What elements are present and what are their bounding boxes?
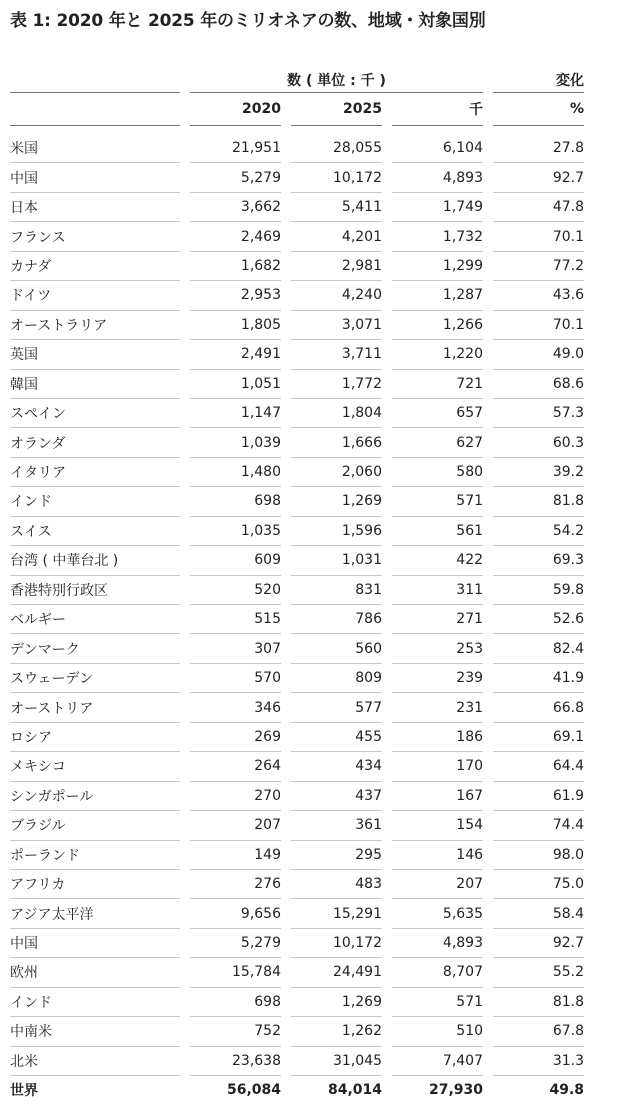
- table-row: [10, 840, 584, 869]
- table-row: [10, 369, 584, 398]
- cell-2025: 10,172: [291, 163, 382, 192]
- cell-2020: 3,662: [190, 192, 281, 221]
- cell-change-pct: 55.2: [493, 958, 584, 987]
- cell-change-pct: 92.7: [493, 163, 584, 192]
- cell-change-pct: 92.7: [493, 928, 584, 957]
- cell-change-k: 721: [392, 369, 483, 398]
- table-row: [10, 575, 584, 604]
- table-row: [10, 310, 584, 339]
- row-label: アフリカ: [10, 869, 180, 898]
- row-label: オーストラリア: [10, 310, 180, 339]
- cell-change-k: 239: [392, 663, 483, 692]
- header-col-change-pct: %: [493, 93, 584, 126]
- table-row: [10, 781, 584, 810]
- cell-2020: 520: [190, 575, 281, 604]
- row-label: オーストリア: [10, 693, 180, 722]
- cell-2020: 1,035: [190, 516, 281, 545]
- cell-change-k: 4,893: [392, 928, 483, 957]
- cell-2025: 24,491: [291, 958, 382, 987]
- row-label: イタリア: [10, 457, 180, 486]
- header-label-rule: [10, 68, 180, 93]
- table-row: [10, 693, 584, 722]
- cell-change-k: 311: [392, 575, 483, 604]
- row-label: オランダ: [10, 428, 180, 457]
- cell-2025: 455: [291, 722, 382, 751]
- cell-2020: 698: [190, 487, 281, 516]
- cell-change-pct: 47.8: [493, 192, 584, 221]
- cell-change-pct: 70.1: [493, 310, 584, 339]
- cell-change-k: 6,104: [392, 134, 483, 163]
- cell-2020: 698: [190, 987, 281, 1016]
- cell-change-pct: 49.8: [549, 1082, 585, 1099]
- cell-2025: 4,201: [291, 222, 382, 251]
- cell-2020: 2,491: [190, 340, 281, 369]
- header-column-row: [10, 93, 584, 126]
- cell-2025: 361: [291, 811, 382, 840]
- table-title: 表 1: 2020 年と 2025 年のミリオネアの数、地域・対象国別: [10, 11, 486, 31]
- row-label: ブラジル: [10, 811, 180, 840]
- table-row: [10, 958, 584, 987]
- cell-change-k: 5,635: [392, 899, 483, 928]
- table-row: [10, 1076, 584, 1105]
- cell-2020: 1,805: [190, 310, 281, 339]
- cell-2020: 269: [190, 722, 281, 751]
- table-row: [10, 1017, 584, 1046]
- row-label: デンマーク: [10, 634, 180, 663]
- row-label: インド: [10, 487, 180, 516]
- cell-2025: 1,269: [291, 987, 382, 1016]
- cell-change-pct: 57.3: [493, 398, 584, 427]
- row-label: 中国: [10, 163, 180, 192]
- cell-2025: 3,071: [291, 310, 382, 339]
- cell-2025: 15,291: [291, 899, 382, 928]
- cell-2025: 2,981: [291, 251, 382, 280]
- cell-2025: 4,240: [291, 281, 382, 310]
- cell-change-k: 561: [392, 516, 483, 545]
- cell-change-pct: 74.4: [493, 811, 584, 840]
- cell-2020: 346: [190, 693, 281, 722]
- cell-2020: 2,953: [190, 281, 281, 310]
- cell-2025: 437: [291, 781, 382, 810]
- cell-2025: 831: [291, 575, 382, 604]
- cell-change-pct: 77.2: [493, 251, 584, 280]
- row-label: メキシコ: [10, 752, 180, 781]
- millionaires-table: [10, 68, 584, 1104]
- row-label: 米国: [10, 134, 180, 163]
- table-row: [10, 987, 584, 1016]
- cell-change-k: 571: [392, 987, 483, 1016]
- table-row: [10, 722, 584, 751]
- cell-change-k: 146: [392, 840, 483, 869]
- cell-change-pct: 58.4: [493, 899, 584, 928]
- cell-change-k: 154: [392, 811, 483, 840]
- cell-2020: 1,051: [190, 369, 281, 398]
- table-row: [10, 605, 584, 634]
- table-row: [10, 457, 584, 486]
- cell-2020: 276: [190, 869, 281, 898]
- table-body: [10, 134, 584, 1104]
- table-row: [10, 163, 584, 192]
- cell-2020: 1,480: [190, 457, 281, 486]
- table-row: [10, 487, 584, 516]
- table-row: [10, 340, 584, 369]
- table-row: [10, 752, 584, 781]
- cell-change-pct: 69.3: [493, 546, 584, 575]
- cell-change-k: 1,220: [392, 340, 483, 369]
- row-label: スウェーデン: [10, 663, 180, 692]
- cell-change-pct: 52.6: [493, 605, 584, 634]
- row-label: スペイン: [10, 398, 180, 427]
- table-row: [10, 1046, 584, 1075]
- cell-change-k: 510: [392, 1017, 483, 1046]
- row-label: ロシア: [10, 722, 180, 751]
- cell-change-k: 1,266: [392, 310, 483, 339]
- table-row: [10, 192, 584, 221]
- cell-change-k: 657: [392, 398, 483, 427]
- header-group-count: 数 ( 単位 : 千 ): [190, 68, 483, 93]
- cell-2025: 2,060: [291, 457, 382, 486]
- row-label: ドイツ: [10, 281, 180, 310]
- row-label: 中国: [10, 928, 180, 957]
- cell-2020: 570: [190, 663, 281, 692]
- cell-2020: 307: [190, 634, 281, 663]
- cell-2020: 515: [190, 605, 281, 634]
- header-col-2025: 2025: [291, 93, 382, 126]
- cell-change-k: 4,893: [392, 163, 483, 192]
- cell-2025: 295: [291, 840, 382, 869]
- cell-change-k: 1,299: [392, 251, 483, 280]
- cell-2020: 1,147: [190, 398, 281, 427]
- table-row: [10, 899, 584, 928]
- cell-change-k: 186: [392, 722, 483, 751]
- cell-2020: 5,279: [190, 928, 281, 957]
- row-label: ポーランド: [10, 840, 180, 869]
- row-label: ベルギー: [10, 605, 180, 634]
- cell-2025: 1,666: [291, 428, 382, 457]
- row-label: スイス: [10, 516, 180, 545]
- row-label: 日本: [10, 192, 180, 221]
- cell-2025: 10,172: [291, 928, 382, 957]
- cell-change-pct: 60.3: [493, 428, 584, 457]
- header-col-2020: 2020: [190, 93, 281, 126]
- cell-change-k: 627: [392, 428, 483, 457]
- table-row: [10, 811, 584, 840]
- cell-change-pct: 54.2: [493, 516, 584, 545]
- row-label: 北米: [10, 1046, 180, 1075]
- cell-2025: 1,031: [291, 546, 382, 575]
- row-label: 韓国: [10, 369, 180, 398]
- cell-change-k: 580: [392, 457, 483, 486]
- cell-change-k: 167: [392, 781, 483, 810]
- cell-2020: 15,784: [190, 958, 281, 987]
- table-row: [10, 134, 584, 163]
- cell-change-pct: 81.8: [493, 987, 584, 1016]
- cell-change-pct: 41.9: [493, 663, 584, 692]
- cell-2020: 1,039: [190, 428, 281, 457]
- cell-change-pct: 66.8: [493, 693, 584, 722]
- cell-2025: 1,596: [291, 516, 382, 545]
- cell-2020: 752: [190, 1017, 281, 1046]
- cell-2025: 1,804: [291, 398, 382, 427]
- cell-change-k: 1,732: [392, 222, 483, 251]
- cell-change-k: 8,707: [392, 958, 483, 987]
- cell-2025: 1,772: [291, 369, 382, 398]
- cell-2025: 577: [291, 693, 382, 722]
- cell-change-pct: 61.9: [493, 781, 584, 810]
- cell-change-pct: 49.0: [493, 340, 584, 369]
- cell-2025: 3,711: [291, 340, 382, 369]
- cell-change-k: 271: [392, 605, 483, 634]
- cell-2020: 5,279: [190, 163, 281, 192]
- cell-change-k: 253: [392, 634, 483, 663]
- cell-2020: 21,951: [190, 134, 281, 163]
- cell-change-pct: 75.0: [493, 869, 584, 898]
- table-row: [10, 428, 584, 457]
- cell-2025: 31,045: [291, 1046, 382, 1075]
- cell-2020: 149: [190, 840, 281, 869]
- row-label: 英国: [10, 340, 180, 369]
- cell-change-k: 231: [392, 693, 483, 722]
- header-group-change: 変化: [493, 68, 584, 93]
- cell-2025: 560: [291, 634, 382, 663]
- table-row: [10, 516, 584, 545]
- table-row: [10, 634, 584, 663]
- cell-2020: 2,469: [190, 222, 281, 251]
- cell-change-pct: 81.8: [493, 487, 584, 516]
- cell-change-k: 1,749: [392, 192, 483, 221]
- cell-change-pct: 69.1: [493, 722, 584, 751]
- row-label: 世界: [10, 1083, 38, 1100]
- cell-change-pct: 68.6: [493, 369, 584, 398]
- row-label: アジア太平洋: [10, 899, 180, 928]
- header-label-cell: [10, 93, 180, 126]
- header-group-row: [10, 68, 584, 93]
- row-label: 欧州: [10, 958, 180, 987]
- cell-2020: 264: [190, 752, 281, 781]
- row-label: インド: [10, 987, 180, 1016]
- cell-change-k: 27,930: [428, 1082, 484, 1099]
- cell-change-pct: 59.8: [493, 575, 584, 604]
- row-label: 台湾 ( 中華台北 ): [10, 546, 180, 575]
- cell-change-pct: 82.4: [493, 634, 584, 663]
- cell-2025: 1,269: [291, 487, 382, 516]
- cell-2025: 1,262: [291, 1017, 382, 1046]
- cell-2025: 483: [291, 869, 382, 898]
- cell-change-k: 207: [392, 869, 483, 898]
- table-row: [10, 546, 584, 575]
- cell-2020: 23,638: [190, 1046, 281, 1075]
- table-row: [10, 251, 584, 280]
- cell-change-pct: 39.2: [493, 457, 584, 486]
- cell-change-k: 1,287: [392, 281, 483, 310]
- cell-change-pct: 98.0: [493, 840, 584, 869]
- table-row: [10, 663, 584, 692]
- cell-2025: 5,411: [291, 192, 382, 221]
- row-label: カナダ: [10, 251, 180, 280]
- cell-change-k: 571: [392, 487, 483, 516]
- cell-change-k: 422: [392, 546, 483, 575]
- row-label: フランス: [10, 222, 180, 251]
- cell-2020: 1,682: [190, 251, 281, 280]
- cell-2020: 270: [190, 781, 281, 810]
- cell-2020: 9,656: [190, 899, 281, 928]
- cell-2020: 207: [190, 811, 281, 840]
- table-row: [10, 869, 584, 898]
- cell-change-pct: 67.8: [493, 1017, 584, 1046]
- row-label: 中南米: [10, 1017, 180, 1046]
- cell-change-pct: 43.6: [493, 281, 584, 310]
- cell-2025: 434: [291, 752, 382, 781]
- cell-change-pct: 64.4: [493, 752, 584, 781]
- cell-change-k: 7,407: [392, 1046, 483, 1075]
- table-row: [10, 281, 584, 310]
- row-label: シンガポール: [10, 781, 180, 810]
- cell-change-pct: 70.1: [493, 222, 584, 251]
- cell-change-pct: 31.3: [493, 1046, 584, 1075]
- table-row: [10, 928, 584, 957]
- table-row: [10, 222, 584, 251]
- cell-2025: 809: [291, 663, 382, 692]
- table-row: [10, 398, 584, 427]
- cell-2025: 28,055: [291, 134, 382, 163]
- cell-change-k: 170: [392, 752, 483, 781]
- header-col-change-k: 千: [392, 93, 483, 126]
- cell-2025: 84,014: [327, 1082, 382, 1099]
- cell-2020: 609: [190, 546, 281, 575]
- cell-2020: 56,084: [226, 1082, 281, 1099]
- row-label: 香港特別行政区: [10, 575, 180, 604]
- cell-change-pct: 27.8: [493, 134, 584, 163]
- cell-2025: 786: [291, 605, 382, 634]
